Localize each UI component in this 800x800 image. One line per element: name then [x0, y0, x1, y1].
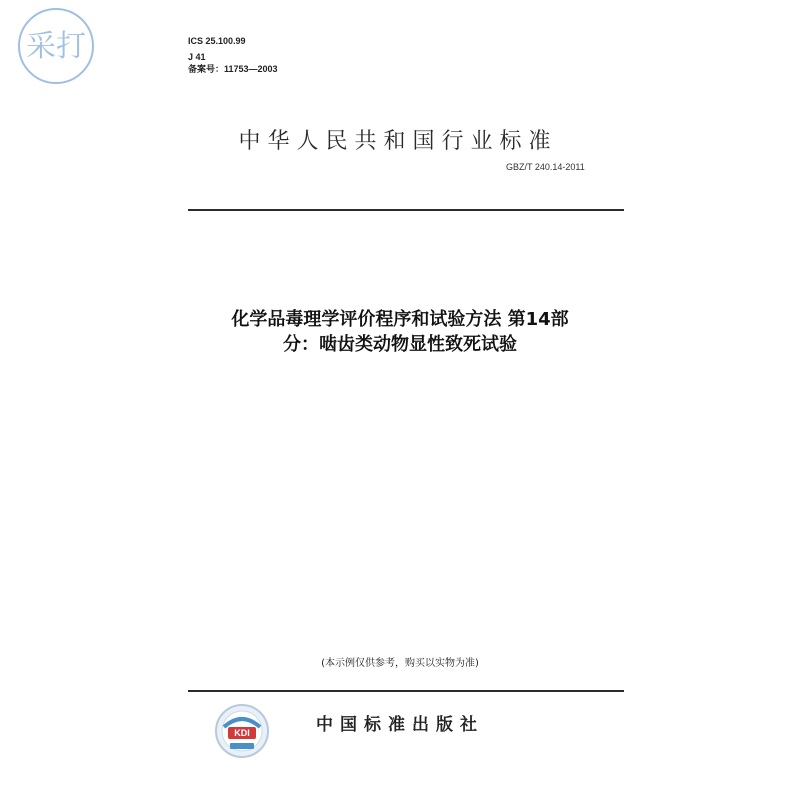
watermark-seal — [16, 6, 96, 86]
document-title-line1: 化学品毒理学评价程序和试验方法 第14部 — [231, 309, 569, 330]
bottom-divider — [188, 690, 624, 692]
standard-type-text: 中华人民共和国行业标准 — [238, 129, 558, 154]
class-code: J 41 — [188, 52, 206, 62]
document-title-line2: 分：啮齿类动物显性致死试验 — [283, 334, 517, 355]
seal-glyphs: 采打 — [26, 29, 86, 64]
top-divider — [188, 209, 624, 211]
record-number: 备案号：11753—2003 — [188, 64, 278, 74]
standard-code: GBZ/T 240.14-2011 — [506, 162, 585, 172]
standard-type-heading — [0, 124, 800, 155]
ics-code: ICS 25.100.99 — [188, 36, 246, 46]
publisher-name: 中国标准出版社 — [316, 715, 484, 735]
badge-text: KDI — [234, 728, 250, 738]
disclaimer-note: (本示例仅供参考，购买以实物为准) — [321, 658, 479, 669]
